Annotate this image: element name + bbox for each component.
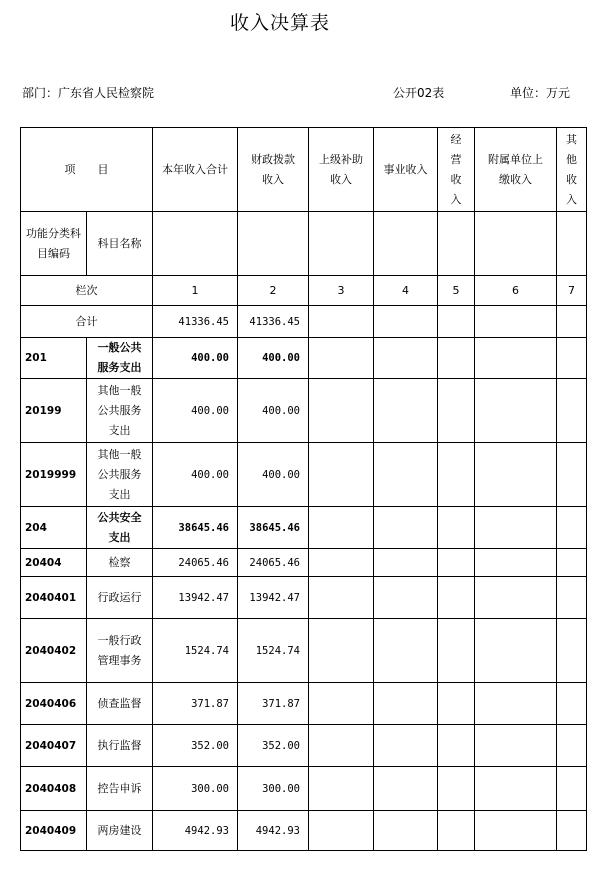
row-fiscal: 13942.47	[238, 577, 309, 619]
row-fiscal: 38645.46	[238, 507, 309, 549]
row-name: 执行监督	[87, 725, 153, 767]
row-code: 2040406	[21, 683, 87, 725]
table-row	[21, 577, 587, 619]
row-fiscal: 400.00	[238, 338, 309, 379]
row-code: 2040401	[21, 577, 87, 619]
row-fiscal: 371.87	[238, 683, 309, 725]
row-code: 204	[21, 507, 87, 549]
row-total: 400.00	[153, 379, 238, 443]
row-total: 24065.46	[153, 549, 238, 577]
row-name: 两房建设	[87, 811, 153, 851]
unit-label: 单位：万元	[510, 86, 571, 100]
row-code: 20404	[21, 549, 87, 577]
row-name: 公共安全支出	[87, 507, 153, 549]
col-num: 2	[238, 276, 309, 306]
row-fiscal: 400.00	[238, 443, 309, 507]
table-row	[21, 725, 587, 767]
total-row	[21, 306, 587, 338]
row-name: 行政运行	[87, 577, 153, 619]
page-title: 收入决算表	[229, 12, 330, 34]
row-fiscal: 400.00	[238, 379, 309, 443]
row-total: 352.00	[153, 725, 238, 767]
form-number: 公开02表	[393, 86, 445, 100]
col-num: 1	[153, 276, 238, 306]
row-total: 4942.93	[153, 811, 238, 851]
row-total: 13942.47	[153, 577, 238, 619]
header-affiliated-income: 附属单位上缴收入	[475, 128, 557, 212]
row-code: 201	[21, 338, 87, 379]
col-num: 5	[438, 276, 475, 306]
table-row	[21, 379, 587, 443]
header-subject-name: 科目名称	[87, 212, 153, 276]
row-fiscal: 1524.74	[238, 619, 309, 683]
header-business-income: 事业收入	[374, 128, 438, 212]
row-total: 371.87	[153, 683, 238, 725]
row-total: 38645.46	[153, 507, 238, 549]
total-income-value: 41336.45	[153, 306, 238, 338]
row-total: 400.00	[153, 338, 238, 379]
col-num: 4	[374, 276, 438, 306]
col-num: 3	[309, 276, 374, 306]
col-num: 7	[557, 276, 587, 306]
header-row	[21, 128, 587, 212]
header-item: 项 目	[21, 128, 153, 212]
table-row	[21, 549, 587, 577]
row-name: 其他一般公共服务支出	[87, 379, 153, 443]
row-name: 检察	[87, 549, 153, 577]
header-func-code: 功能分类科目编码	[21, 212, 87, 276]
header-total-income: 本年收入合计	[153, 128, 238, 212]
row-total: 300.00	[153, 767, 238, 811]
table-row	[21, 338, 587, 379]
row-code: 2040408	[21, 767, 87, 811]
row-total: 400.00	[153, 443, 238, 507]
total-label: 合计	[21, 306, 153, 338]
total-fiscal-value: 41336.45	[238, 306, 309, 338]
table-row	[21, 443, 587, 507]
row-name: 一般公共服务支出	[87, 338, 153, 379]
row-code: 2040402	[21, 619, 87, 683]
column-number-row	[21, 276, 587, 306]
row-code: 20199	[21, 379, 87, 443]
col-num: 6	[475, 276, 557, 306]
row-fiscal: 24065.46	[238, 549, 309, 577]
subheader-row	[21, 212, 587, 276]
row-fiscal: 352.00	[238, 725, 309, 767]
row-code: 2040407	[21, 725, 87, 767]
table-row	[21, 811, 587, 851]
row-name: 其他一般公共服务支出	[87, 443, 153, 507]
table-row	[21, 507, 587, 549]
department-label: 部门：广东省人民检察院	[22, 86, 155, 100]
row-name: 一般行政管理事务	[87, 619, 153, 683]
table-row	[21, 683, 587, 725]
row-fiscal: 4942.93	[238, 811, 309, 851]
row-code: 2040409	[21, 811, 87, 851]
income-table	[20, 127, 587, 851]
row-name: 侦查监督	[87, 683, 153, 725]
col-label: 栏次	[21, 276, 153, 306]
row-name: 控告申诉	[87, 767, 153, 811]
header-other-income: 其他收入	[557, 128, 587, 212]
header-operating-income: 经营收入	[438, 128, 475, 212]
table-row	[21, 767, 587, 811]
header-superior-subsidy: 上级补助收入	[309, 128, 374, 212]
row-fiscal: 300.00	[238, 767, 309, 811]
table-row	[21, 619, 587, 683]
header-fiscal: 财政拨款收入	[238, 128, 309, 212]
row-total: 1524.74	[153, 619, 238, 683]
row-code: 2019999	[21, 443, 87, 507]
